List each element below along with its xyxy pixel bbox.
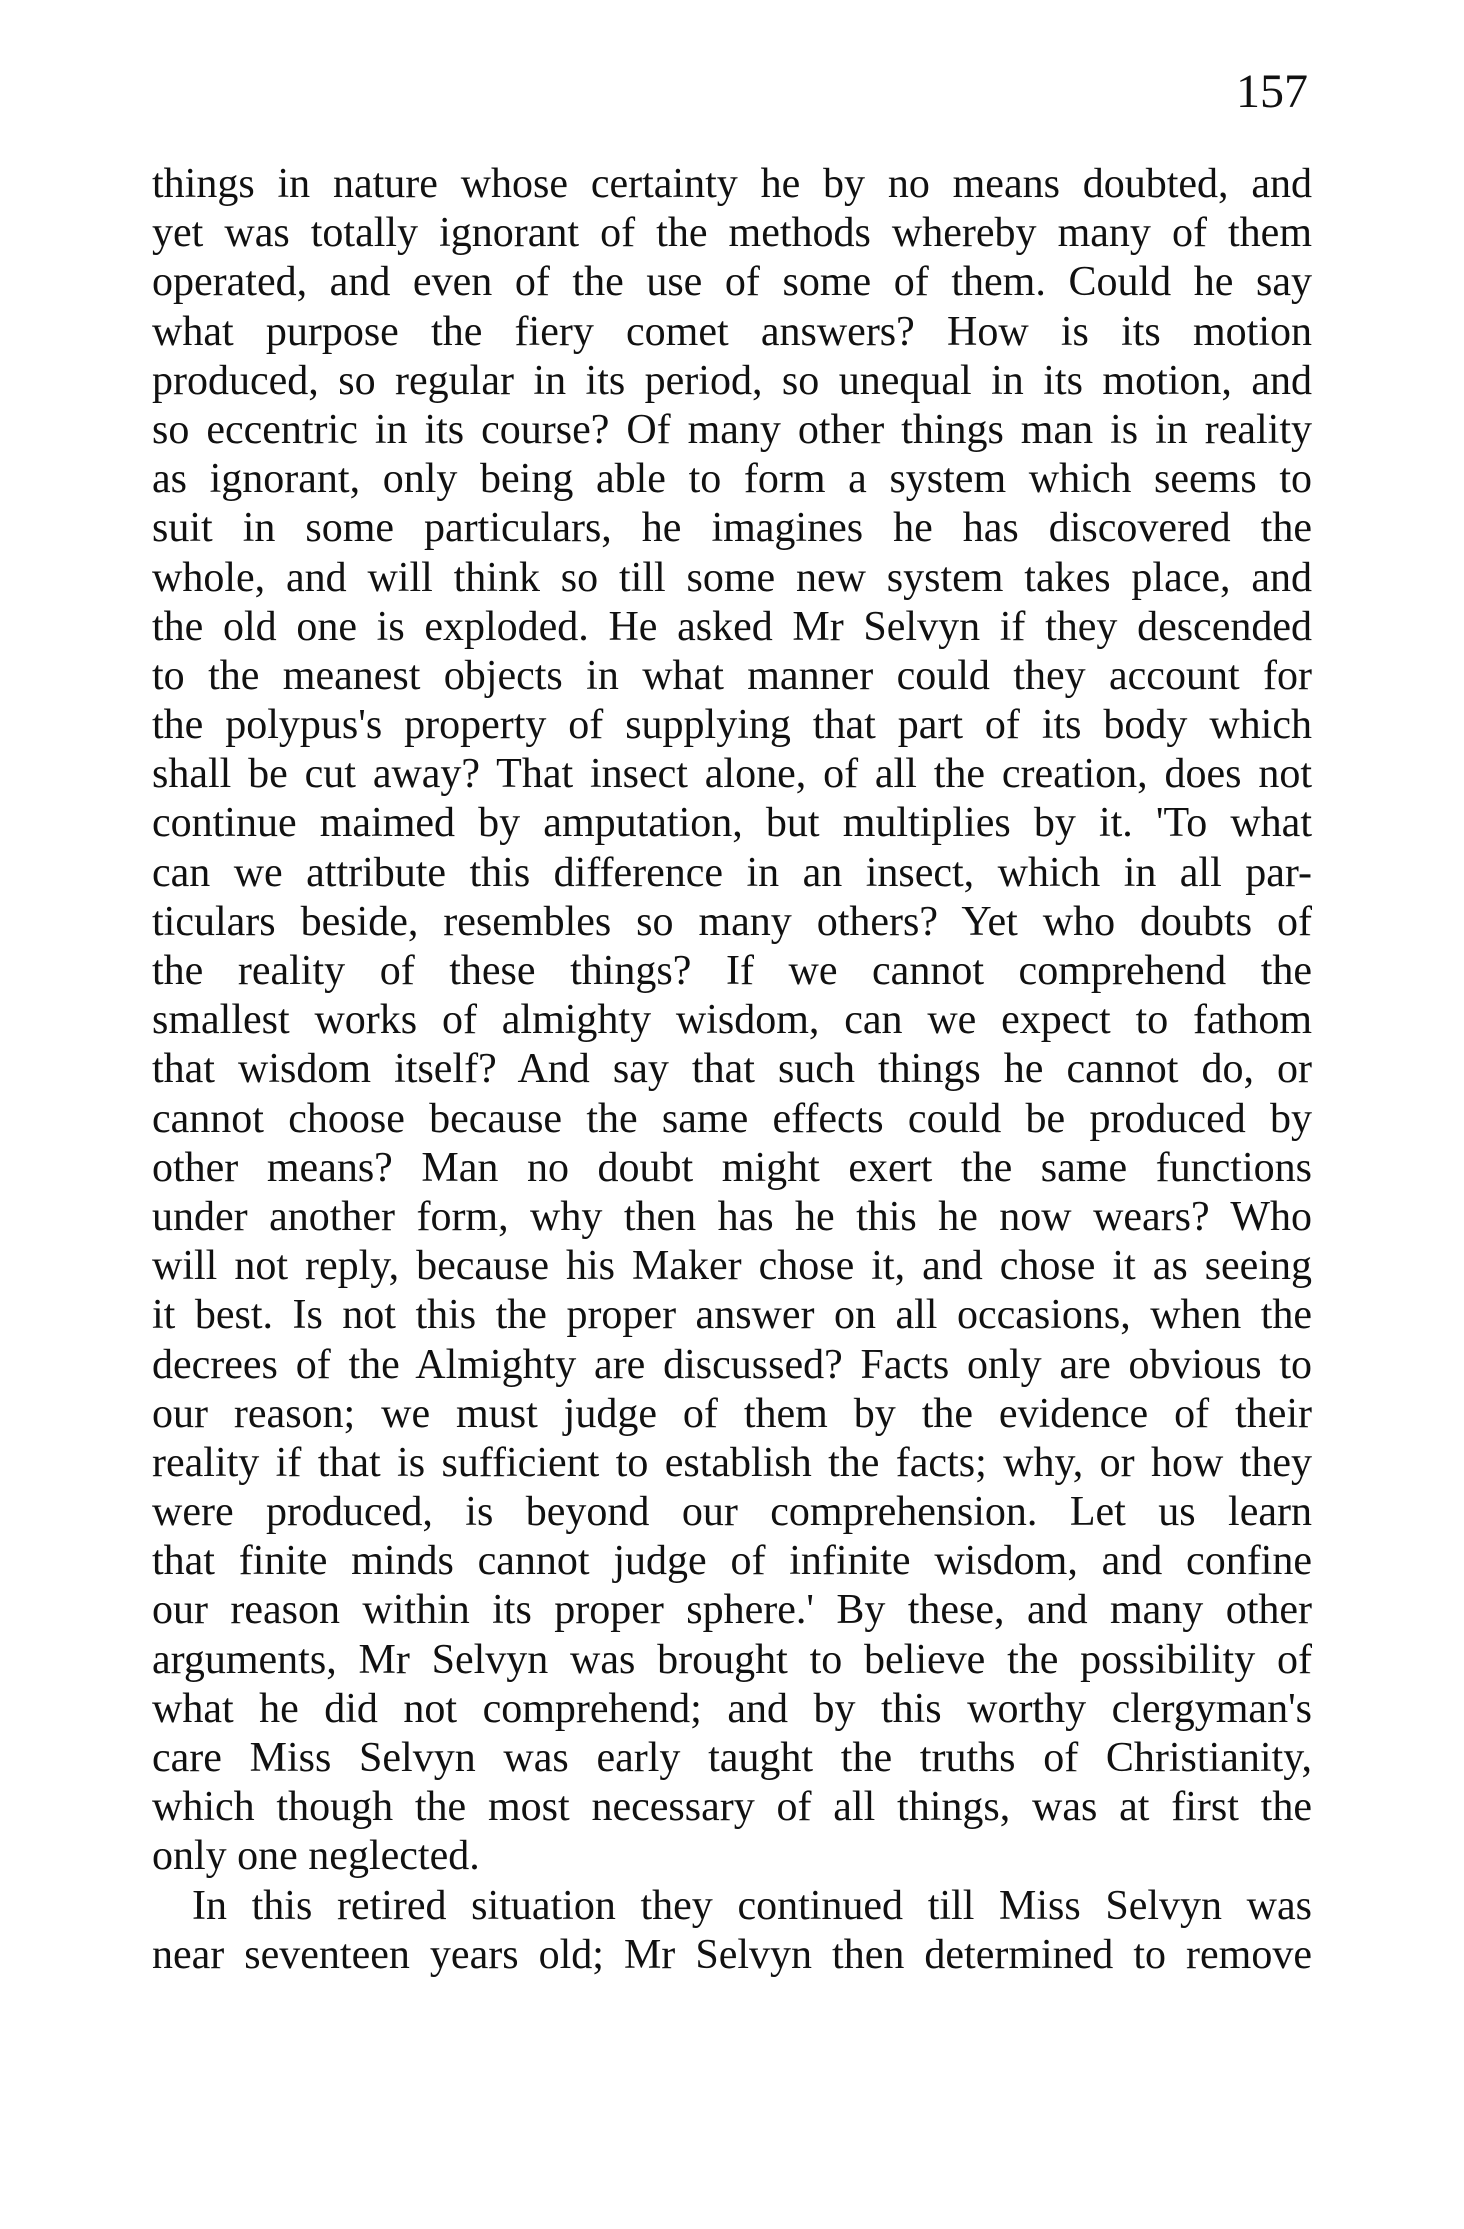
text-line: our reason within its proper sphere.' By these, and many other xyxy=(152,1587,1312,1634)
paragraph-2 xyxy=(152,1882,1312,1980)
body-text xyxy=(152,160,1312,1980)
text-line: can we attribute this difference in an insect, which in all par- xyxy=(152,849,1312,896)
text-line: produced, so regular in its period, so unequal in its motion, and xyxy=(152,357,1312,404)
text-line: continue maimed by amputation, but multiplies by it. 'To what xyxy=(152,800,1312,847)
text-line: under another form, why then has he this he now wears? Who xyxy=(152,1193,1312,1240)
text-line: suit in some particulars, he imagines he has discovered the xyxy=(152,505,1312,552)
text-line: near seventeen years old; Mr Selvyn then determined to remove xyxy=(152,1931,1312,1978)
text-line: the polypus's property of supplying that part of its body which xyxy=(152,702,1312,749)
text-line: were produced, is beyond our comprehension. Let us learn xyxy=(152,1489,1312,1536)
text-line: our reason; we must judge of them by the evidence of their xyxy=(152,1390,1312,1437)
text-line: to the meanest objects in what manner could they account for xyxy=(152,652,1312,699)
text-line: the reality of these things? If we cannot comprehend the xyxy=(152,948,1312,994)
text-line: things in nature whose certainty he by no means doubted, and xyxy=(152,161,1312,207)
text-line: decrees of the Almighty are discussed? Facts only are obvious to xyxy=(152,1341,1312,1388)
page-number: 157 xyxy=(1236,65,1308,118)
text-line: whole, and will think so till some new system takes place, and xyxy=(152,554,1312,601)
text-line: that wisdom itself? And say that such things he cannot do, or xyxy=(152,1046,1312,1093)
text-line: shall be cut away? That insect alone, of all the creation, does not xyxy=(152,751,1312,798)
text-line: ticulars beside, resembles so many others? Yet who doubts of xyxy=(152,898,1312,945)
text-line: that finite minds cannot judge of infinite wisdom, and confine xyxy=(152,1538,1312,1585)
text-line: the old one is exploded. He asked Mr Selvyn if they descended xyxy=(152,603,1312,650)
text-line: cannot choose because the same effects could be produced by xyxy=(152,1095,1312,1142)
text-line: smallest works of almighty wisdom, can we expect to fathom xyxy=(152,997,1312,1044)
text-line: what purpose the fiery comet answers? How is its motion xyxy=(152,308,1312,355)
text-line: only one neglected. xyxy=(152,1833,480,1880)
text-line: will not reply, because his Maker chose it, and chose it as seeing xyxy=(152,1243,1312,1290)
text-line: reality if that is sufficient to establish the facts; why, or how they xyxy=(152,1439,1312,1486)
text-line: operated, and even of the use of some of them. Could he say xyxy=(152,259,1312,306)
text-line: which though the most necessary of all things, was at first the xyxy=(152,1784,1312,1831)
text-line: so eccentric in its course? Of many other things man is in reality xyxy=(152,406,1312,453)
text-line: In this retired situation they continued till Miss Selvyn was xyxy=(192,1882,1312,1929)
text-line: arguments, Mr Selvyn was brought to believe the possibility of xyxy=(152,1636,1312,1683)
text-line: yet was totally ignorant of the methods whereby many of them xyxy=(152,210,1312,257)
paragraph-1 xyxy=(152,160,1312,1882)
text-line: care Miss Selvyn was early taught the truths of Christianity, xyxy=(152,1735,1312,1781)
text-line: other means? Man no doubt might exert the same functions xyxy=(152,1144,1312,1191)
text-line: as ignorant, only being able to form a system which seems to xyxy=(152,456,1312,503)
text-line: what he did not comprehend; and by this worthy clergyman's xyxy=(152,1685,1312,1732)
text-line: it best. Is not this the proper answer on all occasions, when the xyxy=(152,1292,1312,1339)
